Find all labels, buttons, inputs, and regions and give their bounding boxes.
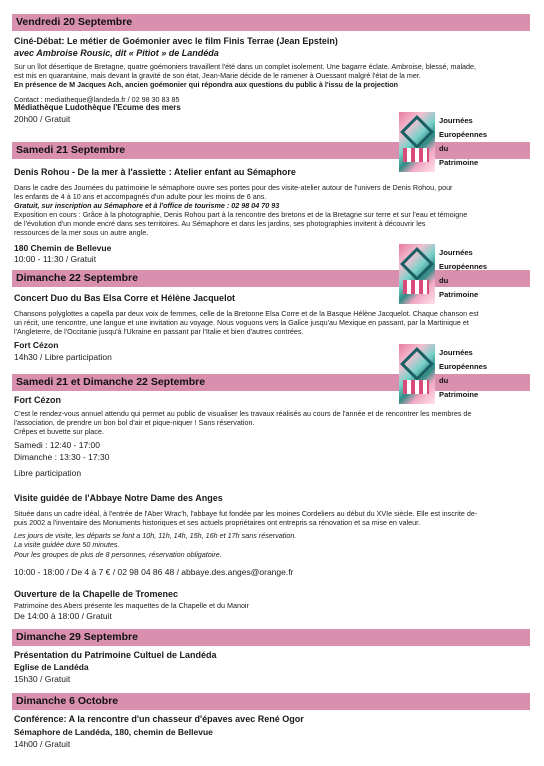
- section-title: Dimanche 6 Octobre: [16, 695, 119, 707]
- event-place: Fort Cézon: [14, 340, 59, 350]
- event-info: La visite guidée dure 50 minutes.: [14, 540, 120, 549]
- event-time: 10:00 - 18:00 / De 4 à 7 € / 02 98 04 86 48 / abbaye.des.anges@orange.fr: [14, 567, 294, 577]
- logo-graphic: [399, 244, 435, 304]
- event-description: un récit, une rencontre, une langue et une invitation au voyage. Nous voguons vers la Galice jusqu'au Mexique en passant, par la Martinique et: [14, 318, 469, 327]
- patrimoine-logo: Journées Européennes du Patrimoine: [399, 244, 517, 304]
- event-description: de l'évolution d'un monde encré dans ses territoires. Au Sémaphore et dans les jardins, ses photographies invitent à découvrir les: [14, 219, 426, 228]
- event-description: En présence de M Jacques Ach, ancien goémonier qui répondra aux questions du public à l'issu de la projection: [14, 80, 399, 89]
- event-title: Ciné-Débat: Le métier de Goémonier avec le film Finis Terrae (Jean Epstein): [14, 36, 338, 46]
- logo-graphic: [399, 112, 435, 172]
- section-title: Samedi 21 et Dimanche 22 Septembre: [16, 376, 206, 388]
- section-header: [12, 629, 530, 646]
- event-time: De 14:00 à 18:00 / Gratuit: [14, 611, 112, 621]
- event-description: Gratuit, sur inscription au Sémaphore et à l'office de tourisme : 02 98 04 70 93: [14, 201, 280, 210]
- event-description: est mis en quarantaine, mais devant la gravité de son état, Jean-Marie décide de le ramener à Ouessant malgré l'état de la mer.: [14, 71, 421, 80]
- event-time: 14h30 / Libre participation: [14, 352, 112, 362]
- patrimoine-logo: Journées Européennes du Patrimoine: [399, 344, 517, 404]
- event-title: Visite guidée de l'Abbaye Notre Dame des Anges: [14, 493, 223, 503]
- section-title: Vendredi 20 Septembre: [16, 16, 133, 28]
- event-time: 10:00 - 11:30 / Gratuit: [14, 254, 97, 264]
- event-title: Conférence: A la rencontre d'un chasseur d'épaves avec René Ogor: [14, 714, 304, 724]
- event-title: Denis Rohou - De la mer à l'assiette : Atelier enfant au Sémaphore: [14, 167, 296, 177]
- event-info: Pour les groupes de plus de 8 personnes, réservation obligatoire.: [14, 550, 222, 559]
- event-description: Exposition en cours : Grâce à la photographie, Denis Rohou part à la rencontre des bretons et de la Bretagne sur terre et sur l'eau et témoigne: [14, 210, 468, 219]
- event-description: Chansons polyglottes a capella par deux voix de femmes, celle de la Bretonne Elsa Corre et de la Basque Hélène Jacquelot. Chaque chanson est: [14, 309, 479, 318]
- event-description: C'est le rendez-vous annuel attendu qui permet au public de visualiser les travaux réalisés au cours de l'année et de rencontrer les membres de: [14, 409, 472, 418]
- event-description: l'association, de prendre un bon bol d'air et pique-niquer ! Sans réservation.: [14, 418, 255, 427]
- event-place: Médiathèque Ludothèque l'Ecume des mers: [14, 103, 181, 112]
- event-time: Samedi : 12:40 - 17:00: [14, 440, 101, 450]
- event-title: Ouverture de la Chapelle de Tromenec: [14, 589, 179, 599]
- event-description: Crêpes et buvette sur place.: [14, 427, 104, 436]
- event-place: 180 Chemin de Bellevue: [14, 243, 112, 253]
- event-place: Fort Cézon: [14, 395, 61, 405]
- event-title: Concert Duo du Bas Elsa Corre et Hélène Jacquelot: [14, 293, 236, 303]
- event-description: ressources de la mer sous un autre angle.: [14, 228, 149, 237]
- event-description: les enfants de 4 à 10 ans et accompagnés d'un adulte pour les moins de 6 ans.: [14, 192, 267, 201]
- event-description: l'Angleterre, de l'Occitanie jusqu'à l'Ukraine en passant par l'Italie et bien d'autres contrées.: [14, 327, 304, 336]
- event-time: Dimanche : 13:30 - 17:30: [14, 452, 110, 462]
- event-place: Eglise de Landéda: [14, 662, 89, 672]
- section-header: [12, 14, 530, 31]
- event-place: Sémaphore de Landéda, 180, chemin de Bellevue: [14, 727, 213, 737]
- event-time: 14h00 / Gratuit: [14, 739, 71, 749]
- event-time: 20h00 / Gratuit: [14, 114, 71, 124]
- event-subtitle: avec Ambroise Rousic, dit « Pitiot » de Landéda: [14, 48, 219, 58]
- logo-graphic: [399, 344, 435, 404]
- section-title: Dimanche 22 Septembre: [16, 272, 138, 284]
- event-description: Patrimoine des Abers présente les maquettes de la Chapelle et du Manoir: [14, 601, 249, 610]
- event-title: Présentation du Patrimoine Cultuel de Landéda: [14, 650, 217, 660]
- patrimoine-logo: Journées Européennes du Patrimoine: [399, 112, 517, 172]
- event-contact: Contact : mediatheque@landeda.fr / 02 98 30 83 85: [14, 95, 180, 104]
- event-price: Libre participation: [14, 468, 82, 478]
- section-title: Samedi 21 Septembre: [16, 144, 126, 156]
- section-header: [12, 693, 530, 710]
- event-description: puis 2002 a l'inventaire des Monuments historiques et ses actuels propriétaires ont entrepris sa rénovation et sa mise en valeur.: [14, 518, 421, 527]
- event-description: Sur un îlot désertique de Bretagne, quatre goémoniers travaillent l'été dans un complet isolement. Une bagarre éclate. Ambroise, blessé, malade,: [14, 62, 477, 71]
- event-info: Les jours de visite, les départs se font a 10h, 11h, 14h, 15h, 16h et 17h sans réservation.: [14, 531, 297, 540]
- event-description: Située dans un cadre idéal, à l'entrée de l'Aber Wrac'h, l'abbaye fut fondée par les moines Cordeliers au début du XVIe siècle. Elle est inscrite de-: [14, 509, 478, 518]
- event-description: Dans le cadre des Journées du patrimoine le sémaphore ouvre ses portes pour des visite-atelier autour de l'univers de Denis Rohou, pour: [14, 183, 453, 192]
- section-title: Dimanche 29 Septembre: [16, 631, 138, 643]
- event-time: 15h30 / Gratuit: [14, 674, 71, 684]
